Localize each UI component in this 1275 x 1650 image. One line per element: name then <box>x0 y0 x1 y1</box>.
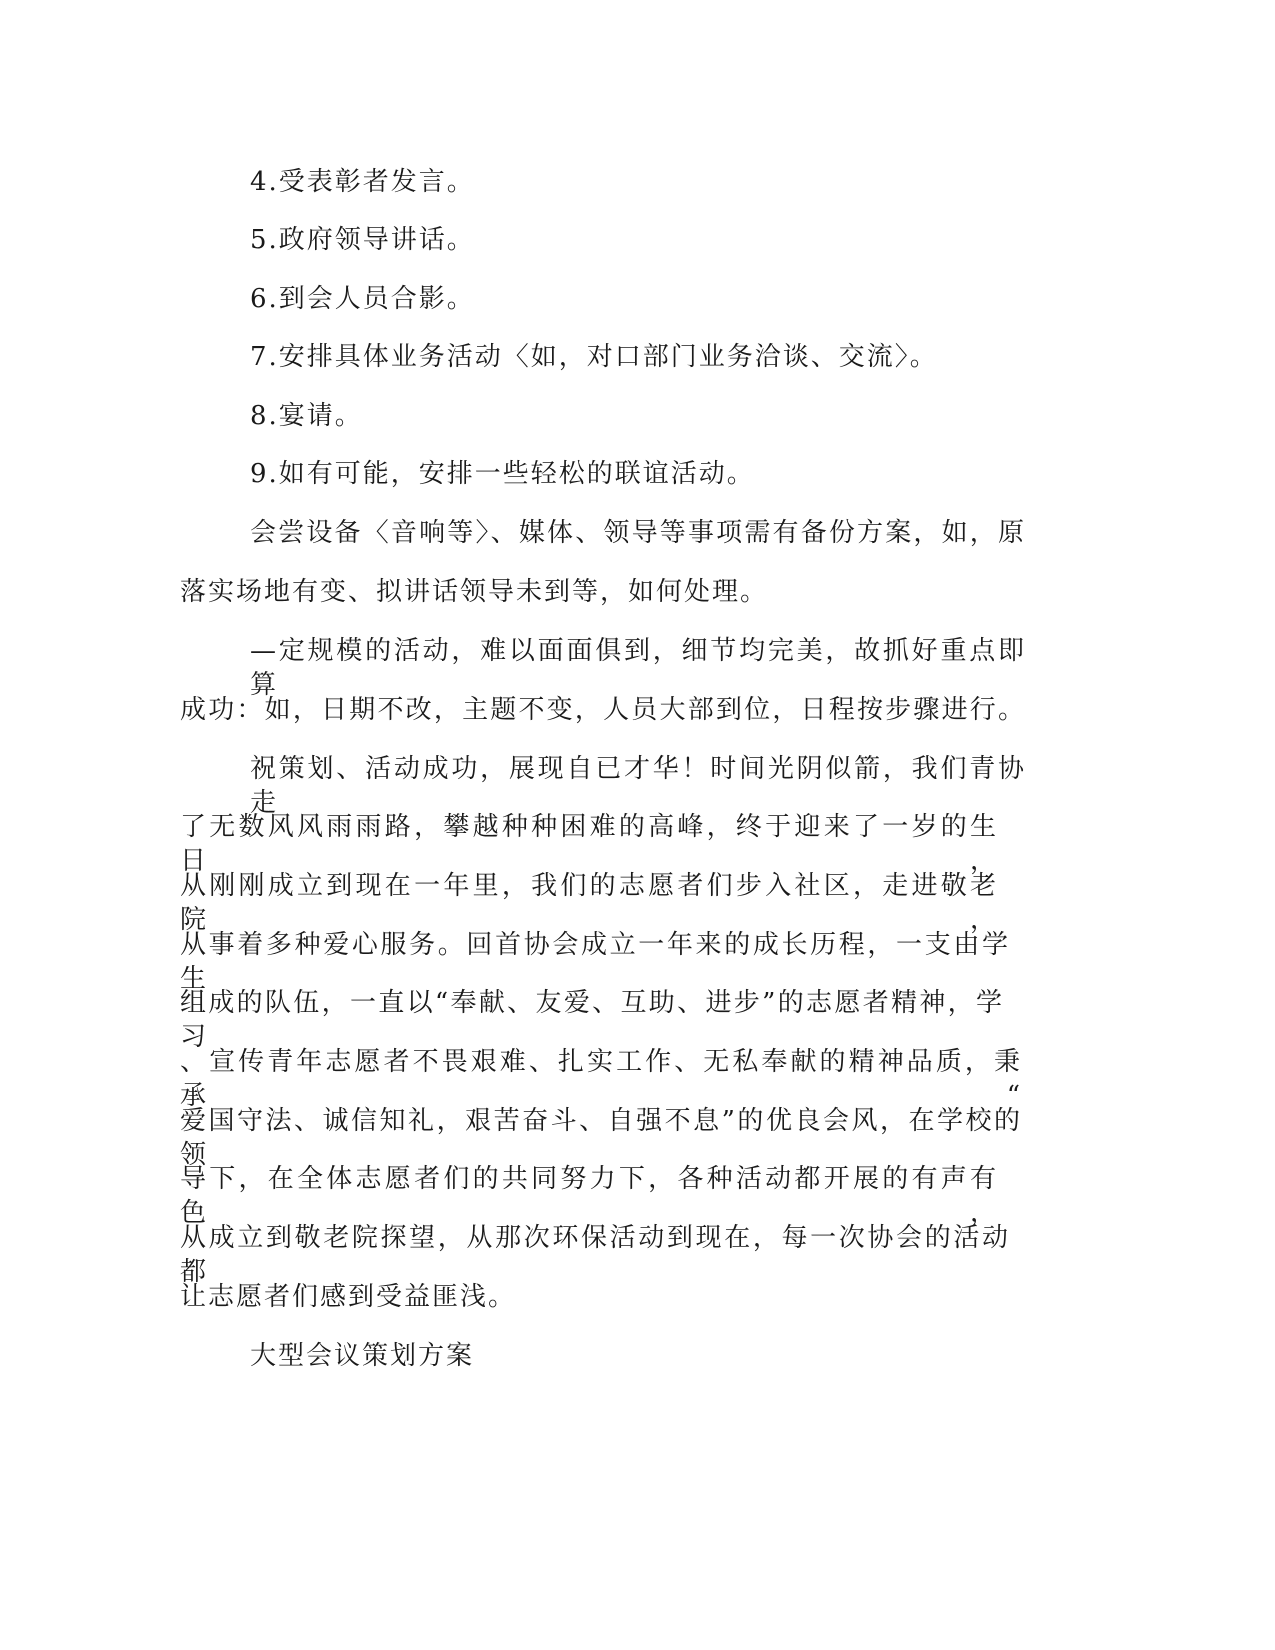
list-item-9: 9.如有可能，安排一些轻松的联谊活动。 <box>250 459 755 489</box>
list-item-7: 7.安排具体业务活动〈如，对口部门业务洽谈、交流〉。 <box>250 342 938 372</box>
paragraph-volunteer-line-7: 爱国守法、诚信知礼，艰苦奋斗、自强不息”的优良会风，在学校的领 <box>180 1106 1022 1170</box>
paragraph-focus-line-1: —定规模的活动，难以面面俱到，细节均完美，故抓好重点即算 <box>250 636 1026 700</box>
paragraph-volunteer-line-9: 从成立到敬老院探望，从那次环保活动到现在，每一次协会的活动都 <box>180 1223 1010 1287</box>
paragraph-volunteer-line-8: 导下，在全体志愿者们的共同努力下，各种活动都开展的有声有色， <box>180 1164 998 1228</box>
paragraph-volunteer-line-3: 从刚刚成立到现在一年里，我们的志愿者们步入社区，走进敬老院， <box>180 871 998 935</box>
list-item-5: 5.政府领导讲话。 <box>250 225 475 255</box>
section-heading: 大型会议策划方案 <box>250 1341 475 1371</box>
paragraph-volunteer-line-5: 组成的队伍，一直以“奉献、友爱、互助、进步”的志愿者精神，学习 <box>180 988 1004 1052</box>
paragraph-volunteer-line-6: 、宣传青年志愿者不畏艰难、扎实工作、无私奉献的精神品质，秉承“ <box>180 1047 1022 1111</box>
paragraph-volunteer-line-1: 祝策划、活动成功，展现自已才华！时间光阴似箭，我们青协走 <box>250 754 1026 818</box>
list-item-4: 4.受表彰者发言。 <box>250 167 475 197</box>
list-item-8: 8.宴请。 <box>250 401 363 431</box>
paragraph-volunteer-line-2: 了无数风风雨雨路，攀越种种困难的高峰，终于迎来了一岁的生日， <box>180 812 998 876</box>
paragraph-volunteer-line-10: 让志愿者们感到受益匪浅。 <box>180 1282 517 1312</box>
paragraph-backup-line-2: 落实场地有变、拟讲话领导未到等，如何处理。 <box>180 577 769 607</box>
list-item-6: 6.到会人员合影。 <box>250 284 475 314</box>
paragraph-volunteer-line-4: 从事着多种爱心服务。回首协会成立一年来的成长历程，一支由学生 <box>180 930 1010 994</box>
paragraph-focus-line-2: 成功：如，日期不改，主题不变，人员大部到位，日程按步骤进行。 <box>180 695 1026 725</box>
paragraph-backup-line-1: 会尝设备〈音响等〉、媒体、领导等事项需有备份方案，如，原 <box>250 518 1026 548</box>
